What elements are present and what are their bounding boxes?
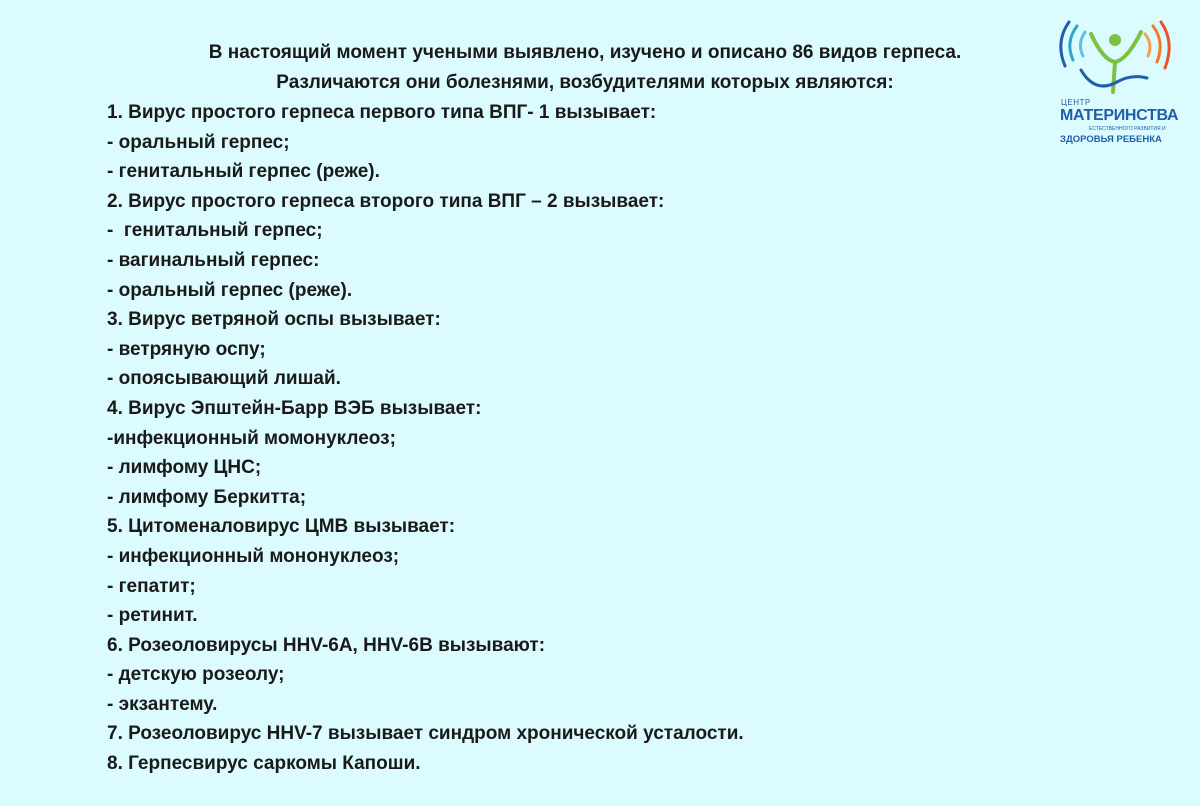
list-item: - генитальный герпес; xyxy=(107,220,323,242)
logo-text-line-2: МАТЕРИНСТВА xyxy=(1060,107,1179,124)
heading-line-2: Различаются они болезнями, возбудителями которых являются: xyxy=(276,72,894,93)
list-item: - оральный герпес (реже). xyxy=(107,279,353,301)
list-item: - генитальный герпес (реже). xyxy=(107,161,380,183)
heading-line-1: В настоящий момент учеными выявлено, изучено и описано 86 видов герпеса. xyxy=(208,42,962,63)
list-item: 5. Цитоменаловирус ЦМВ вызывает: xyxy=(107,516,456,538)
list-item: - экзантему. xyxy=(107,693,218,715)
list-item: 2. Вирус простого герпеса второго типа ВПГ – 2 вызывает: xyxy=(107,190,665,212)
list-item: - лимфому ЦНС; xyxy=(107,457,262,479)
logo-text-line-4: ЗДОРОВЬЯ РЕБЕНКА xyxy=(1060,134,1162,145)
list-item: 6. Розеоловирусы HHV-6A, HHV-6B вызывают: xyxy=(107,634,546,656)
list-item: - детскую розеолу; xyxy=(107,664,285,686)
list-item: - вагинальный герпес: xyxy=(107,249,320,271)
logo xyxy=(1055,12,1185,152)
herpes-list xyxy=(107,98,744,779)
list-item: 4. Вирус Эпштейн-Барр ВЭБ вызывает: xyxy=(107,397,482,419)
list-item: 7. Розеоловирус HHV-7 вызывает синдром хронической усталости. xyxy=(107,723,744,745)
list-item: - опоясывающий лишай. xyxy=(107,368,341,390)
list-item: 8. Герпесвирус саркомы Капоши. xyxy=(107,753,421,775)
list-item: 3. Вирус ветряной оспы вызывает: xyxy=(107,309,441,331)
list-item: - лимфому Беркитта; xyxy=(107,486,307,508)
logo-text-line-3: ЕСТЕСТВЕННОГО РАЗВИТИЯ И xyxy=(1089,126,1166,132)
list-item: - ретинит. xyxy=(107,605,198,627)
logo-text-line-1: ЦЕНТР xyxy=(1061,98,1091,107)
logo-figure-icon xyxy=(1055,12,1185,102)
list-item: - инфекционный мононуклеоз; xyxy=(107,545,400,567)
list-item: 1. Вирус простого герпеса первого типа ВПГ- 1 вызывает: xyxy=(107,102,657,123)
list-item: - оральный герпес; xyxy=(107,131,290,153)
list-item: - ветряную оспу; xyxy=(107,338,266,360)
list-item: -инфекционный момонуклеоз; xyxy=(107,427,396,449)
list-item: - гепатит; xyxy=(107,575,196,597)
